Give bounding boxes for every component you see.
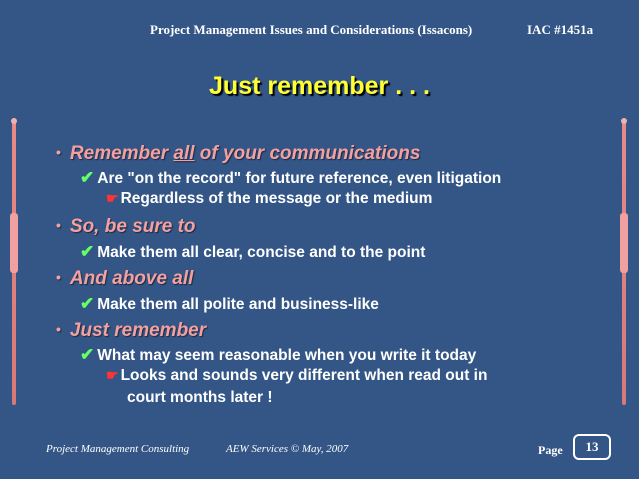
bullet-4-sub-1-sub: [106, 367, 487, 385]
bullet-2: [56, 216, 196, 238]
footer-copyright: AEW Services © May, 2007: [226, 443, 349, 455]
header-title: Project Management Issues and Considerations (Issacons): [150, 22, 473, 37]
bullet-1-sub-1-sub-text: Regardless of the message or the medium: [120, 190, 433, 207]
pointing-hand-icon: ☛: [106, 190, 119, 206]
bullet-dot-icon: •: [56, 144, 61, 160]
bullet-1-sub-1-text: Are "on the record" for future reference, even litigation: [97, 170, 502, 187]
checkmark-icon: ✔: [80, 345, 95, 364]
bullet-4-sub-1-sub-cont: [127, 389, 273, 407]
bullet-2-sub-1: [80, 242, 425, 262]
bullet-1-post: of your communications: [194, 143, 421, 164]
bullet-3-sub-1: [80, 294, 379, 314]
bullet-4-sub-1-text: What may seem reasonable when you write it today: [97, 347, 477, 364]
bullet-1-sub-1: [80, 168, 501, 188]
slide-title: Just remember . . .: [209, 72, 430, 100]
checkmark-icon: ✔: [80, 242, 95, 261]
bullet-3-text: And above all: [69, 268, 194, 289]
bullet-4-text: Just remember: [69, 320, 207, 341]
bullet-1: [56, 143, 420, 165]
checkmark-icon: ✔: [80, 168, 95, 187]
bullet-4-sub-1: [80, 345, 476, 365]
bullet-4-sub-1-sub-line2: court months later !: [127, 389, 273, 406]
bullet-1-emph: all: [173, 143, 195, 164]
pointing-hand-icon: ☛: [106, 367, 119, 383]
footer-company: Project Management Consulting: [46, 443, 190, 455]
page-number-badge: 13: [573, 434, 611, 460]
bullet-1-pre: Remember: [69, 143, 174, 164]
bullet-3: [56, 268, 193, 290]
bullet-dot-icon: •: [56, 321, 61, 337]
checkmark-icon: ✔: [80, 294, 95, 313]
bullet-dot-icon: •: [56, 269, 61, 285]
bullet-1-sub-1-sub: [106, 190, 432, 208]
bullet-3-sub-1-text: Make them all polite and business-like: [97, 296, 379, 313]
right-decor-bar: [622, 118, 626, 405]
bullet-2-sub-1-text: Make them all clear, concise and to the point: [97, 244, 426, 261]
bullet-dot-icon: •: [56, 217, 61, 233]
footer-page-label: Page: [538, 443, 563, 457]
bullet-4: [56, 320, 206, 342]
bullet-2-text: So, be sure to: [69, 216, 196, 237]
left-decor-bar: [12, 118, 16, 405]
bullet-4-sub-1-sub-line1: Looks and sounds very different when read out in: [120, 367, 488, 384]
header-id: IAC #1451a: [527, 22, 594, 37]
